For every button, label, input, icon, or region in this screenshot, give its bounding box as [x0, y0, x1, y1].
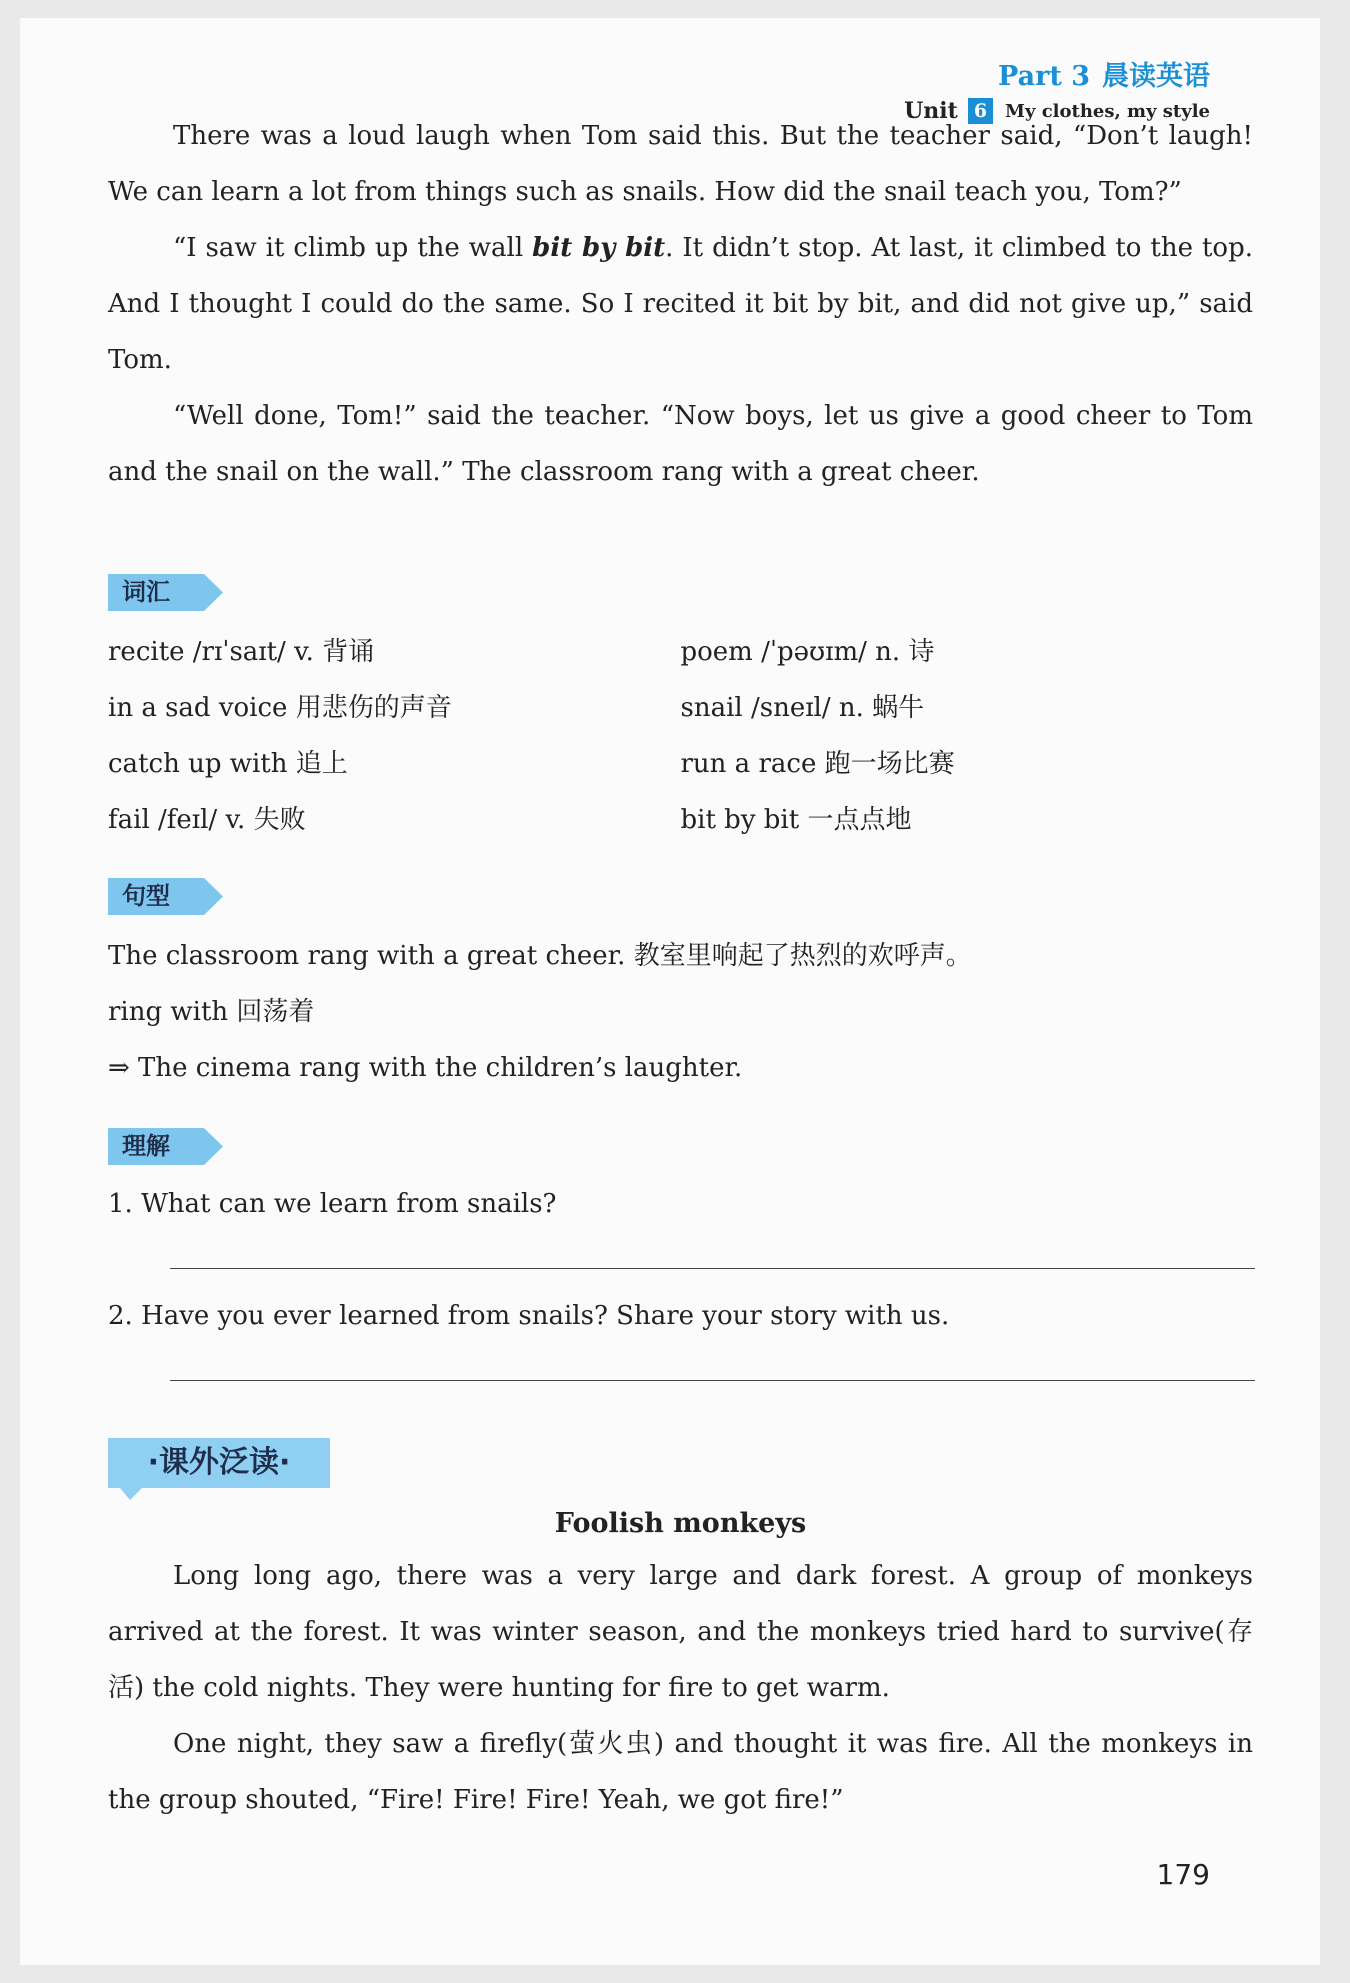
vocab-item: poem /ˈpəʊɪm/ n. 诗	[680, 637, 935, 667]
part-chinese-title: 晨读英语	[1102, 61, 1210, 92]
emphasis-phrase: bit by bit	[532, 233, 666, 263]
sentence-tag-label: 句型	[122, 882, 170, 910]
unit-title: My clothes, my style	[1005, 100, 1210, 122]
answer-line-1[interactable]	[170, 1268, 1255, 1269]
story-text-span: . It didn’t stop. At last, it climbed to the top. And I thought I could do the same. So I recited it bit by bit, and did not give up,” said Tom.	[108, 233, 1253, 375]
extra-reading-banner	[108, 1438, 330, 1496]
story-paragraph	[108, 220, 1253, 388]
story-text	[108, 108, 1253, 500]
extra-story-text	[108, 1548, 1253, 1828]
sentence-line: The classroom rang with a great cheer. 教室里响起了热烈的欢呼声。	[108, 941, 972, 971]
story-text-span: “I saw it climb up the wall	[173, 233, 533, 263]
comprehension-tag	[108, 1128, 223, 1165]
unit-label: Unit	[904, 98, 958, 124]
story-paragraph: There was a loud laugh when Tom said this. But the teacher said, “Don’t laugh! We can learn a lot from things such as snails. How did the snail teach you, Tom?”	[108, 121, 1253, 207]
vocab-item: run a race 跑一场比赛	[680, 749, 955, 779]
story-paragraph: One night, they saw a firefly(萤火虫) and thought it was fire. All the monkeys in the group shouted, “Fire! Fire! Fire! Yeah, we got fire!”	[108, 1729, 1253, 1815]
story-title: Foolish monkeys	[554, 1508, 807, 1539]
header-part	[998, 54, 1210, 93]
vocab-item: recite /rɪˈsaɪt/ v. 背诵	[108, 637, 375, 667]
sentence-line: ⇒ The cinema rang with the children’s laughter.	[108, 1053, 743, 1083]
question-2: 2. Have you ever learned from snails? Share your story with us.	[108, 1301, 950, 1331]
vocab-list	[108, 624, 1253, 848]
vocab-row	[108, 624, 1253, 680]
part-label: Part 3	[998, 61, 1090, 92]
page	[20, 18, 1320, 1965]
sentence-tag	[108, 878, 223, 915]
unit-number-badge: 6	[968, 98, 993, 124]
page-number: 179	[1156, 1858, 1210, 1891]
vocab-tag-label: 词汇	[122, 578, 170, 606]
vocab-item: bit by bit 一点点地	[680, 805, 912, 835]
vocab-item: in a sad voice 用悲伤的声音	[108, 693, 452, 723]
vocab-item: fail /feɪl/ v. 失败	[108, 805, 306, 835]
story-paragraph: “Well done, Tom!” said the teacher. “Now boys, let us give a good cheer to Tom and the snail on the wall.” The classroom rang with a great cheer.	[108, 401, 1253, 487]
vocab-item: snail /sneɪl/ n. 蜗牛	[680, 693, 925, 723]
sentence-pattern	[108, 928, 1253, 1096]
vocab-row	[108, 680, 1253, 736]
extra-reading-banner-label: ·课外泛读·	[147, 1445, 291, 1480]
comprehension-tag-label: 理解	[122, 1132, 170, 1160]
vocab-row	[108, 792, 1253, 848]
vocab-item: catch up with 追上	[108, 749, 348, 779]
sentence-line: ring with 回荡着	[108, 997, 315, 1027]
answer-line-2[interactable]	[170, 1380, 1255, 1381]
vocab-tag	[108, 574, 223, 611]
question-1: 1. What can we learn from snails?	[108, 1189, 557, 1219]
story-paragraph: Long long ago, there was a very large and dark forest. A group of monkeys arrived at the forest. It was winter season, and the monkeys tried hard to survive(存活) the cold nights. They were hunting for fire to get warm.	[108, 1561, 1253, 1703]
vocab-row	[108, 736, 1253, 792]
